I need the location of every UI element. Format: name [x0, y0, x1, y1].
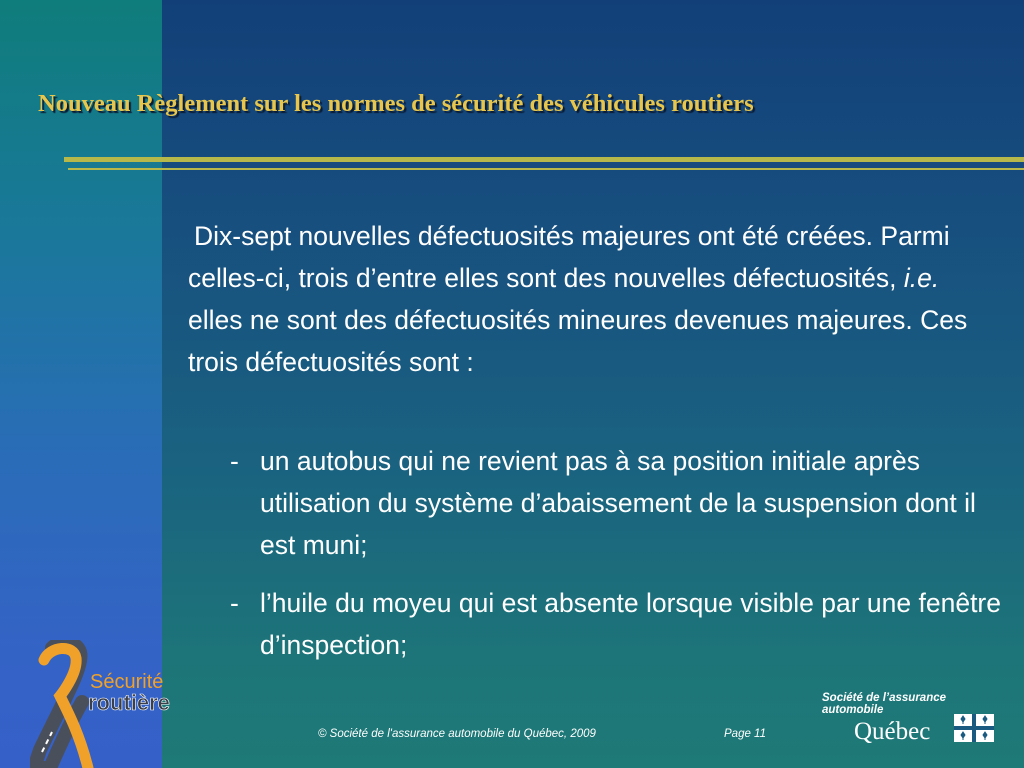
- securite-routiere-logo: [30, 640, 220, 768]
- title-rule-thick: [64, 157, 1024, 162]
- page-number: Page 11: [724, 728, 766, 740]
- saaq-name-line2: automobile: [822, 704, 884, 716]
- bullet-text: l’huile du moyeu qui est absente lorsque visible par une fenêtre d’inspection;: [260, 588, 1001, 660]
- title-rule-thin: [68, 168, 1024, 170]
- footer-copyright: © Société de l'assurance automobile du Québec, 2009: [318, 728, 596, 740]
- bullet-text: un autobus qui ne revient pas à sa position initiale après utilisation du système d’abaissement de la suspension dont il est muni;: [260, 446, 976, 560]
- routiere-wordmark: routière: [88, 690, 170, 715]
- bullet-marker: -: [230, 446, 239, 476]
- ribbon-road-icon: [34, 642, 88, 768]
- bullet-item-1: [230, 440, 1010, 566]
- quebec-wordmark: Québec: [854, 718, 931, 745]
- intro-paragraph: [188, 215, 988, 383]
- intro-text-before: Dix-sept nouvelles défectuosités majeures ont été créées. Parmi celles-ci, trois d’entre elles sont des nouvelles défectuosités,: [188, 221, 950, 293]
- intro-text-italic: i.e.: [903, 263, 940, 293]
- bullet-marker: -: [230, 588, 239, 618]
- saaq-name-line1: Société de l’assurance: [822, 692, 947, 704]
- intro-text-after: elles ne sont des défectuosités mineures devenues majeures. Ces trois défectuosités sont :: [188, 305, 968, 377]
- quebec-flag-icon: [954, 714, 994, 742]
- securite-wordmark: Sécurité: [90, 671, 164, 693]
- bullet-item-2: [230, 582, 1010, 666]
- saaq-logo: [820, 692, 1000, 752]
- slide-title: Nouveau Règlement sur les normes de sécurité des véhicules routiers: [38, 90, 754, 117]
